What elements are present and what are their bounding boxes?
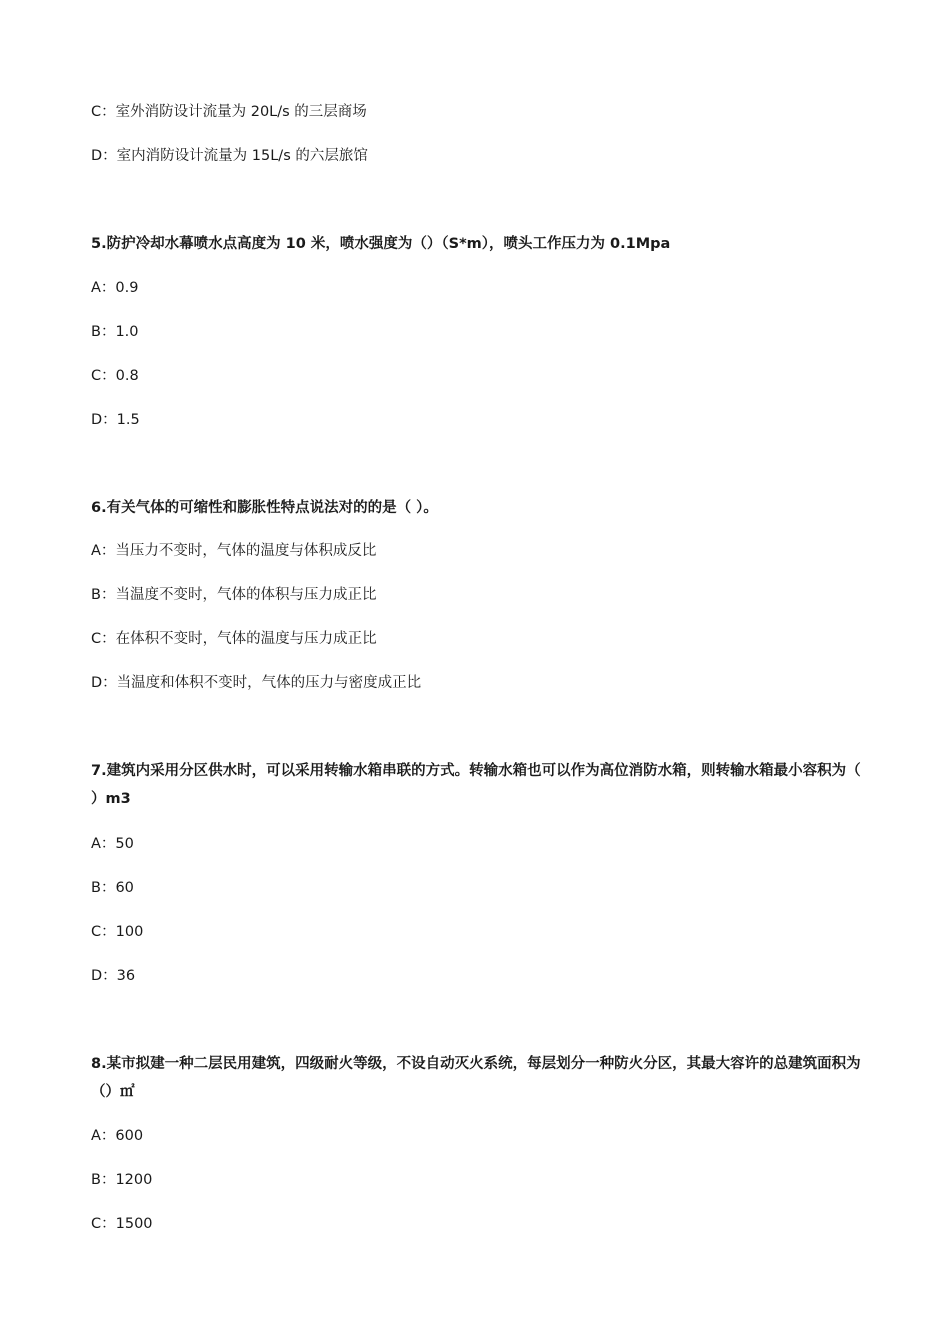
question-7-option-a: A：50 xyxy=(91,836,134,852)
question-7-option-b: B：60 xyxy=(91,880,134,896)
question-6-option-c: C：在体积不变时，气体的温度与压力成正比 xyxy=(91,631,377,647)
question-8-option-a: A：600 xyxy=(91,1128,144,1144)
question-5-text: 5.防护冷却水幕喷水点高度为 10 米，喷水强度为（）（S*m），喷头工作压力为 0.1Mpa xyxy=(91,236,671,252)
question-8-option-c: C：1500 xyxy=(91,1216,153,1232)
question-5-option-a: A：0.9 xyxy=(91,280,139,296)
question-7-text: 7.建筑内采用分区供水时，可以采用转输水箱串联的方式。转输水箱也可以作为高位消防水箱，则转输水箱最小容积为（ ）m3 xyxy=(91,763,861,807)
question-6-option-a: A：当压力不变时，气体的温度与体积成反比 xyxy=(91,543,377,559)
question-7-option-d: D：36 xyxy=(91,968,136,984)
question-6-text: 6.有关气体的可缩性和膨胀性特点说法对的的是（ ）。 xyxy=(91,500,438,516)
question-6-option-d: D：当温度和体积不变时，气体的压力与密度成正比 xyxy=(91,675,422,691)
option-prev-c: C：室外消防设计流量为 20L/s 的三层商场 xyxy=(91,104,367,120)
question-5-option-d: D：1.5 xyxy=(91,412,140,428)
option-prev-d: D：室内消防设计流量为 15L/s 的六层旅馆 xyxy=(91,148,368,164)
question-8-text: 8.某市拟建一种二层民用建筑，四级耐火等级，不设自动灭火系统，每层划分一种防火分区，其最大容许的总建筑面积为（）㎡ xyxy=(91,1056,861,1100)
question-7-option-c: C：100 xyxy=(91,924,144,940)
question-5-option-b: B：1.0 xyxy=(91,324,139,340)
question-5-option-c: C：0.8 xyxy=(91,368,139,384)
question-6-option-b: B：当温度不变时，气体的体积与压力成正比 xyxy=(91,587,377,603)
question-8-option-b: B：1200 xyxy=(91,1172,153,1188)
